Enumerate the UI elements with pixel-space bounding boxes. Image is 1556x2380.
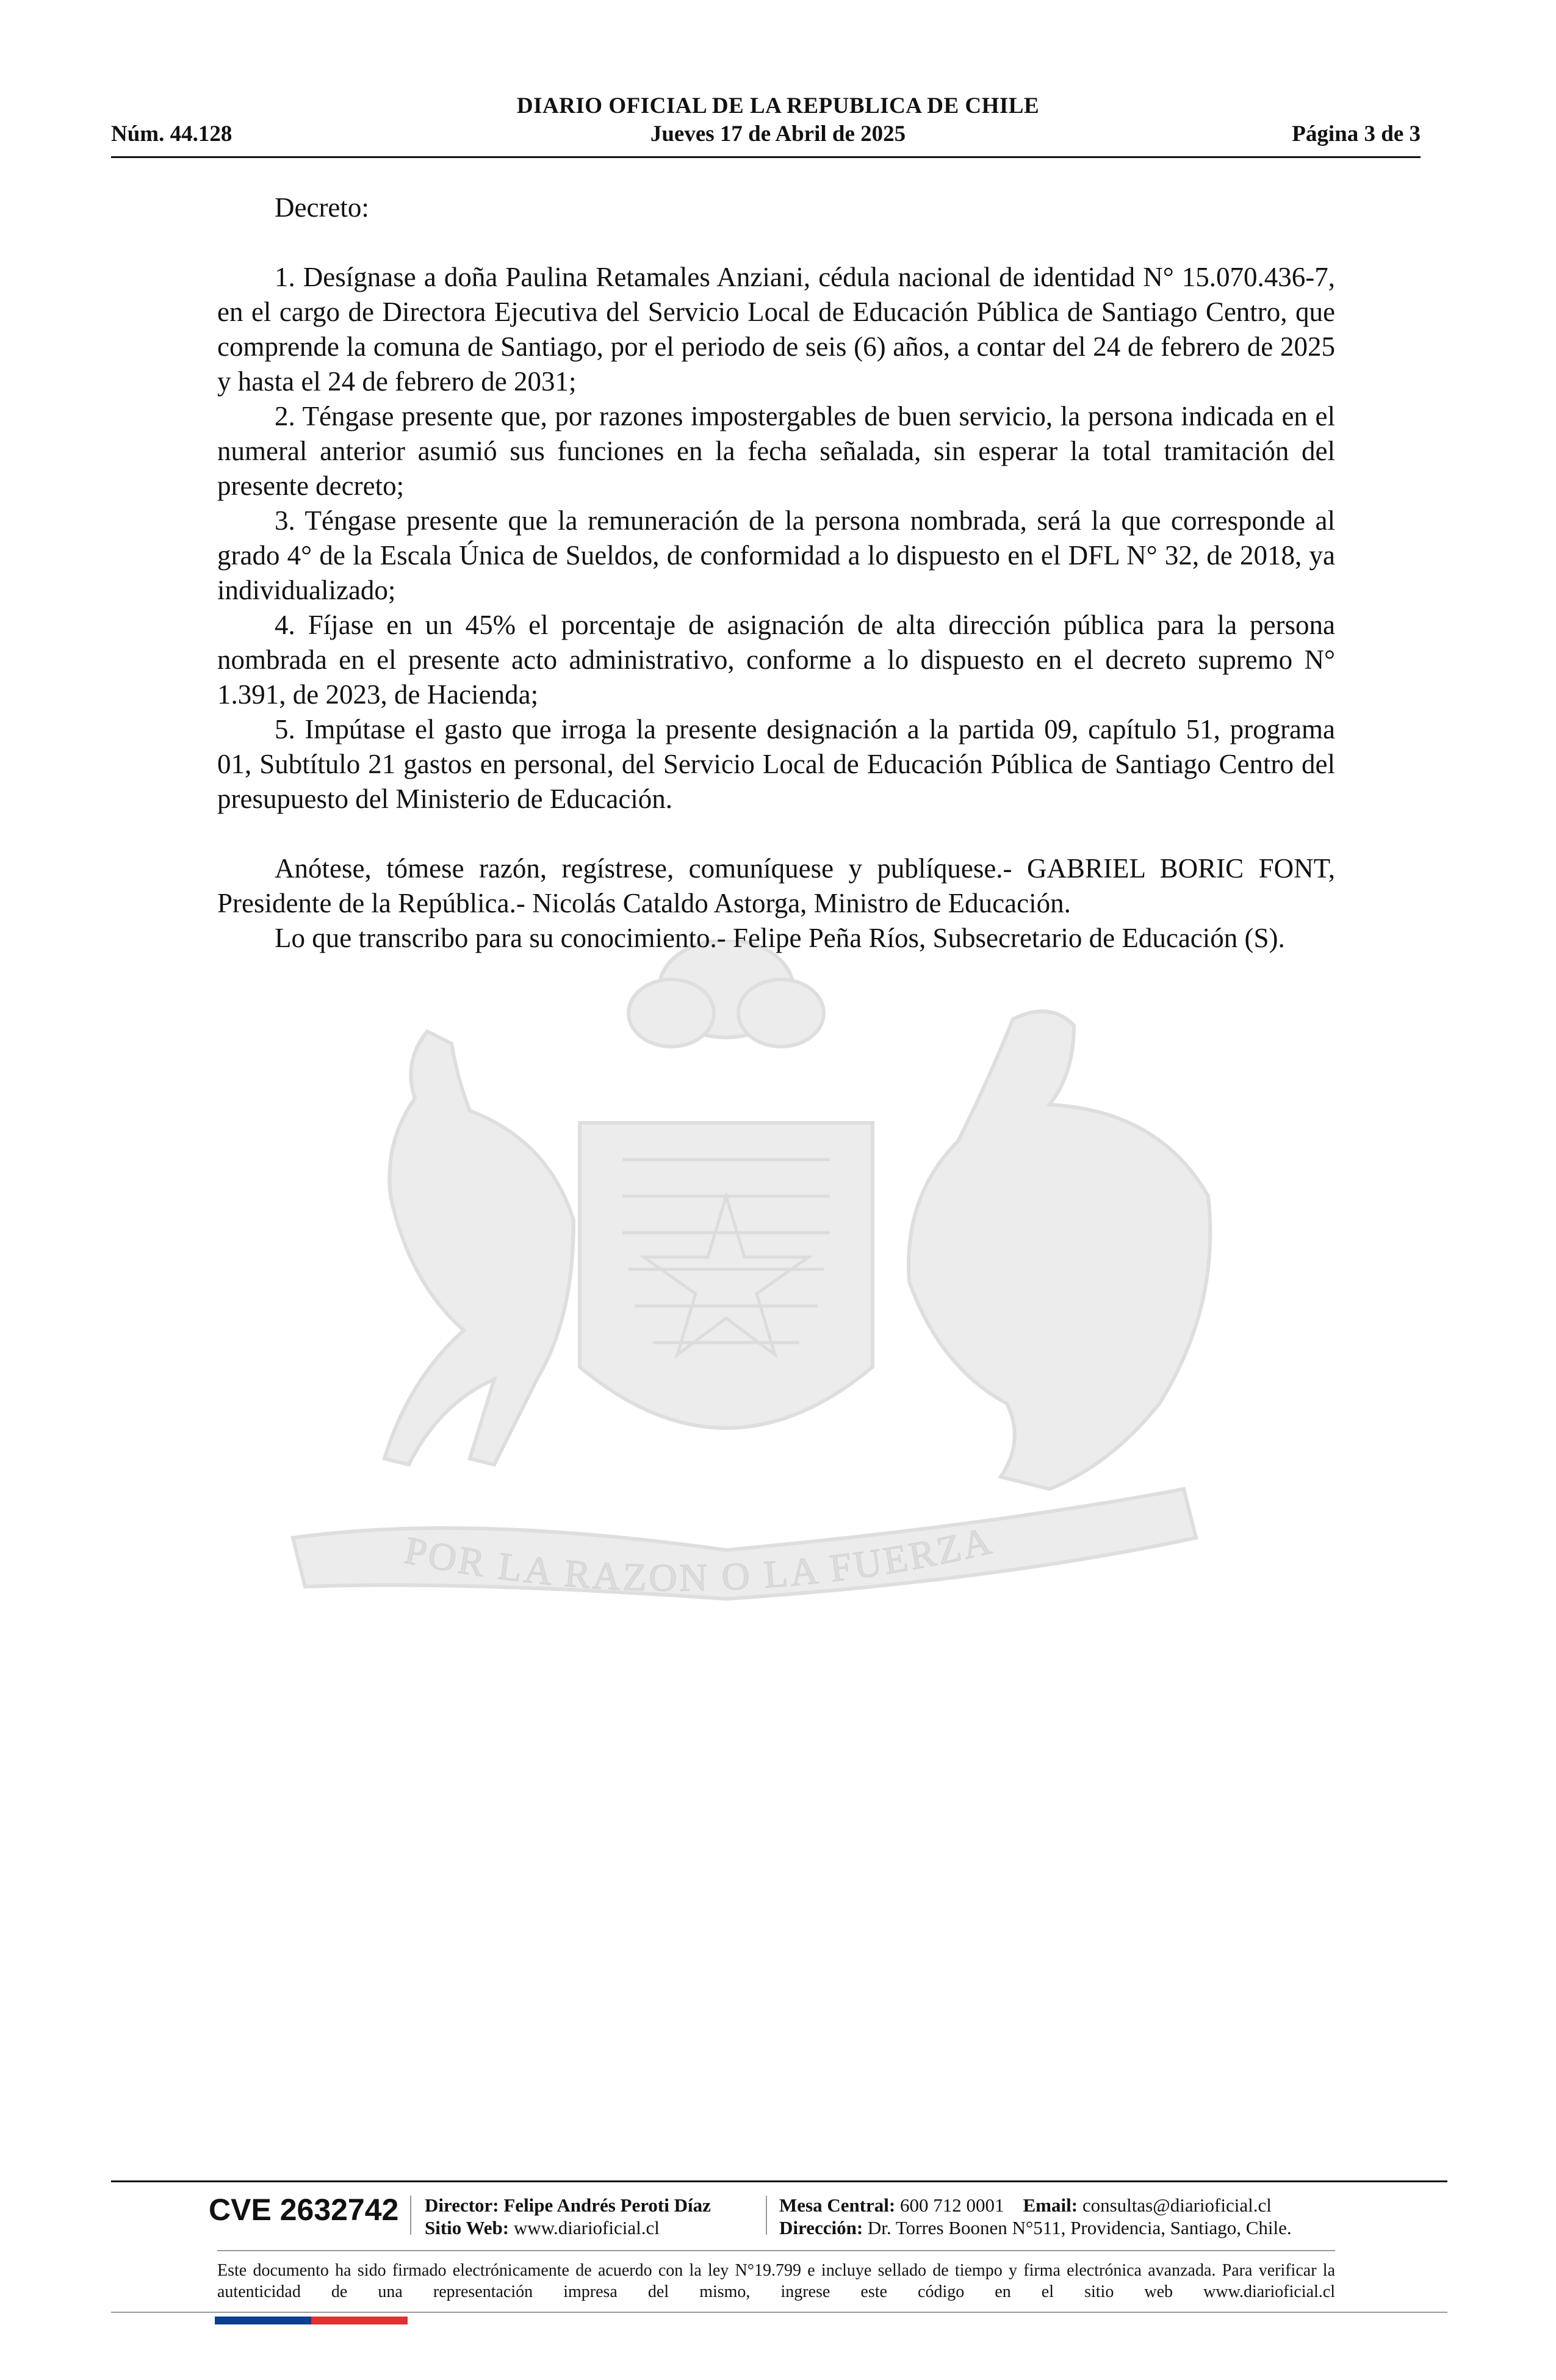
footer-director-column — [425, 2194, 711, 2239]
transcription-note: Lo que transcribo para su conocimiento.- Felipe Peña Ríos, Subsecretario de Educación (S). — [275, 923, 1285, 953]
website-link[interactable]: www.diarioficial.cl — [513, 2217, 660, 2238]
footer-divider-top — [111, 2180, 1447, 2182]
decree-item-5: 5. Impútase el gasto que irroga la presente designación a la partida 09, capítulo 51, programa 01, Subtítulo 21 gastos en personal, del Servicio Local de Educación Pública de Santiago Centro del presupuesto del Ministerio de Educación. — [217, 714, 1335, 814]
mesa-label: Mesa Central: — [779, 2194, 896, 2216]
website-label: Sitio Web: — [425, 2217, 510, 2238]
newspaper-title: DIARIO OFICIAL DE LA REPUBLICA DE CHILE — [516, 93, 1040, 118]
signature-verification-note: Este documento ha sido firmado electrónicamente de acuerdo con la ley N°19.799 e incluye sellado de tiempo y firma electrónica avanzada. Para verificar la autenticidad de una representación impresa del mismo, ingrese este código en el sitio web www.diarioficial.cl — [217, 2261, 1335, 2301]
cve-code: CVE 2632742 — [209, 2193, 399, 2227]
director-name: Felipe Andrés Peroti Díaz — [503, 2194, 711, 2216]
director-label: Director: — [425, 2194, 499, 2216]
mesa-phone: 600 712 0001 — [900, 2194, 1004, 2216]
footer-separator — [410, 2196, 411, 2235]
closing-statement: Anótese, tómese razón, regístrese, comuníquese y publíquese.- GABRIEL BORIC FONT, Presidente de la República.- Nicolás Cataldo Astorga, Ministro de Educación. — [217, 853, 1335, 918]
footer-separator — [766, 2196, 767, 2235]
paragraph-gap — [217, 817, 1335, 851]
header-divider — [111, 156, 1421, 158]
decreto-label: Decreto: — [275, 192, 369, 223]
watermark-motto: POR LA RAZON O LA FUERZA — [401, 1518, 998, 1599]
decree-item-4: 4. Fíjase en un 45% el porcentaje de asignación de alta dirección pública para la persona nombrada en el presente acto administrativo, conforme a lo dispuesto en el decreto supremo N° 1.391, de 2023, de Hacienda; — [217, 610, 1335, 710]
footer-contact-column — [779, 2194, 1292, 2239]
issue-number: Núm. 44.128 — [111, 121, 232, 146]
issue-date: Jueves 17 de Abril de 2025 — [650, 121, 906, 146]
footer-divider-bottom — [111, 2312, 1447, 2313]
page-number: Página 3 de 3 — [1292, 121, 1421, 146]
footer-divider-middle — [217, 2250, 1335, 2251]
decree-item-2: 2. Téngase presente que, por razones impostergables de buen servicio, la persona indicada en el numeral anterior asumió sus funciones en la fecha señalada, sin esperar la total tramitación del presente decreto; — [217, 401, 1335, 501]
email-link[interactable]: consultas@diarioficial.cl — [1082, 2194, 1272, 2216]
decree-item-1: 1. Desígnase a doña Paulina Retamales Anziani, cédula nacional de identidad N° 15.070.436-7, en el cargo de Directora Ejecutiva del Servicio Local de Educación Pública de Santiago Centro, que comprende la comuna de Santiago, por el periodo de seis (6) años, a contar del 24 de febrero de 2025 y hasta el 24 de febrero de 2031; — [217, 262, 1335, 397]
decree-item-3: 3. Téngase presente que la remuneración de la persona nombrada, será la que corresponde al grado 4° de la Escala Única de Sueldos, de conformidad a lo dispuesto en el DFL N° 32, de 2018, ya individualizado; — [217, 505, 1335, 605]
address-value: Dr. Torres Boonen N°511, Providencia, Santiago, Chile. — [867, 2217, 1292, 2238]
flag-stripe-red — [311, 2317, 408, 2324]
address-label: Dirección: — [779, 2217, 863, 2238]
document-body — [217, 190, 1335, 956]
flag-stripe-blue — [215, 2317, 311, 2324]
chile-coat-of-arms-icon — [207, 940, 1245, 1666]
email-label: Email: — [1023, 2194, 1078, 2216]
